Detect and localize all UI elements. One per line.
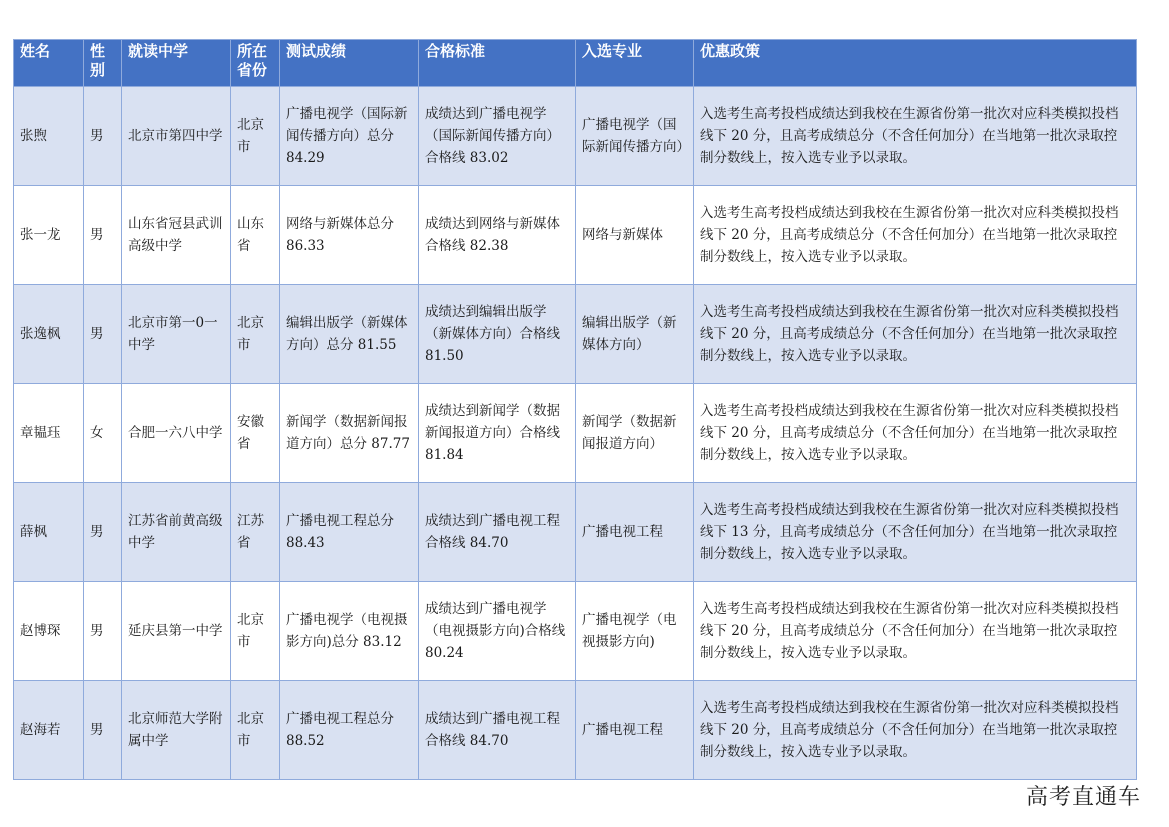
cell-policy: 入选考生高考投档成绩达到我校在生源省份第一批次对应科类模拟投档线下 20 分，且高考成绩总分（不含任何加分）在当地第一批次录取控制分数线上，按入选专业予以录取。	[694, 582, 1137, 681]
cell-policy: 入选考生高考投档成绩达到我校在生源省份第一批次对应科类模拟投档线下 20 分，且高考成绩总分（不含任何加分）在当地第一批次录取控制分数线上，按入选专业予以录取。	[694, 384, 1137, 483]
cell-province: 北京市	[231, 87, 280, 186]
cell-name: 赵博琛	[14, 582, 84, 681]
cell-score: 新闻学（数据新闻报道方向）总分 87.77	[280, 384, 419, 483]
cell-score: 广播电视工程总分 88.43	[280, 483, 419, 582]
table-row	[14, 681, 1137, 780]
table-row	[14, 582, 1137, 681]
cell-province: 北京市	[231, 582, 280, 681]
cell-school: 江苏省前黄高级中学	[122, 483, 231, 582]
cell-policy: 入选考生高考投档成绩达到我校在生源省份第一批次对应科类模拟投档线下 13 分，且高考成绩总分（不含任何加分）在当地第一批次录取控制分数线上，按入选专业予以录取。	[694, 483, 1137, 582]
cell-province: 北京市	[231, 681, 280, 780]
cell-major: 广播电视工程	[576, 681, 694, 780]
header-policy: 优惠政策	[694, 40, 1137, 87]
cell-province: 安徽省	[231, 384, 280, 483]
cell-standard: 成绩达到网络与新媒体合格线 82.38	[419, 186, 576, 285]
cell-standard: 成绩达到广播电视学（国际新闻传播方向）合格线 83.02	[419, 87, 576, 186]
cell-score: 网络与新媒体总分 86.33	[280, 186, 419, 285]
cell-school: 北京市第四中学	[122, 87, 231, 186]
cell-gender: 男	[84, 582, 122, 681]
cell-policy: 入选考生高考投档成绩达到我校在生源省份第一批次对应科类模拟投档线下 20 分，且高考成绩总分（不含任何加分）在当地第一批次录取控制分数线上，按入选专业予以录取。	[694, 87, 1137, 186]
cell-school: 延庆县第一中学	[122, 582, 231, 681]
cell-gender: 女	[84, 384, 122, 483]
cell-school: 北京师范大学附属中学	[122, 681, 231, 780]
header-row	[14, 40, 1137, 87]
cell-school: 合肥一六八中学	[122, 384, 231, 483]
cell-name: 章韫珏	[14, 384, 84, 483]
cell-policy: 入选考生高考投档成绩达到我校在生源省份第一批次对应科类模拟投档线下 20 分，且高考成绩总分（不含任何加分）在当地第一批次录取控制分数线上，按入选专业予以录取。	[694, 285, 1137, 384]
cell-score: 广播电视学（电视摄影方向)总分 83.12	[280, 582, 419, 681]
cell-gender: 男	[84, 87, 122, 186]
cell-province: 北京市	[231, 285, 280, 384]
cell-province: 山东省	[231, 186, 280, 285]
header-province: 所在省份	[231, 40, 280, 87]
table-row	[14, 384, 1137, 483]
cell-province: 江苏省	[231, 483, 280, 582]
cell-major: 广播电视学（国际新闻传播方向）	[576, 87, 694, 186]
cell-gender: 男	[84, 681, 122, 780]
header-name: 姓名	[14, 40, 84, 87]
cell-standard: 成绩达到编辑出版学（新媒体方向）合格线 81.50	[419, 285, 576, 384]
table-row	[14, 186, 1137, 285]
watermark-text: 高考直通车	[1025, 785, 1141, 810]
cell-school: 山东省冠县武训高级中学	[122, 186, 231, 285]
cell-gender: 男	[84, 483, 122, 582]
cell-standard: 成绩达到广播电视学（电视摄影方向)合格线 80.24	[419, 582, 576, 681]
table-row	[14, 483, 1137, 582]
cell-score: 广播电视学（国际新闻传播方向）总分 84.29	[280, 87, 419, 186]
header-gender: 性别	[84, 40, 122, 87]
table-row	[14, 285, 1137, 384]
header-major: 入选专业	[576, 40, 694, 87]
admission-table	[13, 39, 1137, 780]
cell-major: 网络与新媒体	[576, 186, 694, 285]
cell-policy: 入选考生高考投档成绩达到我校在生源省份第一批次对应科类模拟投档线下 20 分，且高考成绩总分（不含任何加分）在当地第一批次录取控制分数线上，按入选专业予以录取。	[694, 681, 1137, 780]
cell-school: 北京市第一0一中学	[122, 285, 231, 384]
header-standard: 合格标准	[419, 40, 576, 87]
header-school: 就读中学	[122, 40, 231, 87]
cell-major: 新闻学（数据新闻报道方向）	[576, 384, 694, 483]
cell-score: 编辑出版学（新媒体方向）总分 81.55	[280, 285, 419, 384]
cell-name: 张逸枫	[14, 285, 84, 384]
cell-standard: 成绩达到广播电视工程合格线 84.70	[419, 681, 576, 780]
cell-score: 广播电视工程总分 88.52	[280, 681, 419, 780]
cell-standard: 成绩达到新闻学（数据新闻报道方向）合格线 81.84	[419, 384, 576, 483]
cell-gender: 男	[84, 186, 122, 285]
header-score: 测试成绩	[280, 40, 419, 87]
cell-name: 张煦	[14, 87, 84, 186]
cell-policy: 入选考生高考投档成绩达到我校在生源省份第一批次对应科类模拟投档线下 20 分，且高考成绩总分（不含任何加分）在当地第一批次录取控制分数线上，按入选专业予以录取。	[694, 186, 1137, 285]
cell-gender: 男	[84, 285, 122, 384]
table-row	[14, 87, 1137, 186]
cell-name: 赵海若	[14, 681, 84, 780]
cell-major: 广播电视学（电视摄影方向)	[576, 582, 694, 681]
cell-standard: 成绩达到广播电视工程合格线 84.70	[419, 483, 576, 582]
cell-major: 广播电视工程	[576, 483, 694, 582]
cell-name: 薛枫	[14, 483, 84, 582]
cell-name: 张一龙	[14, 186, 84, 285]
cell-major: 编辑出版学（新媒体方向）	[576, 285, 694, 384]
